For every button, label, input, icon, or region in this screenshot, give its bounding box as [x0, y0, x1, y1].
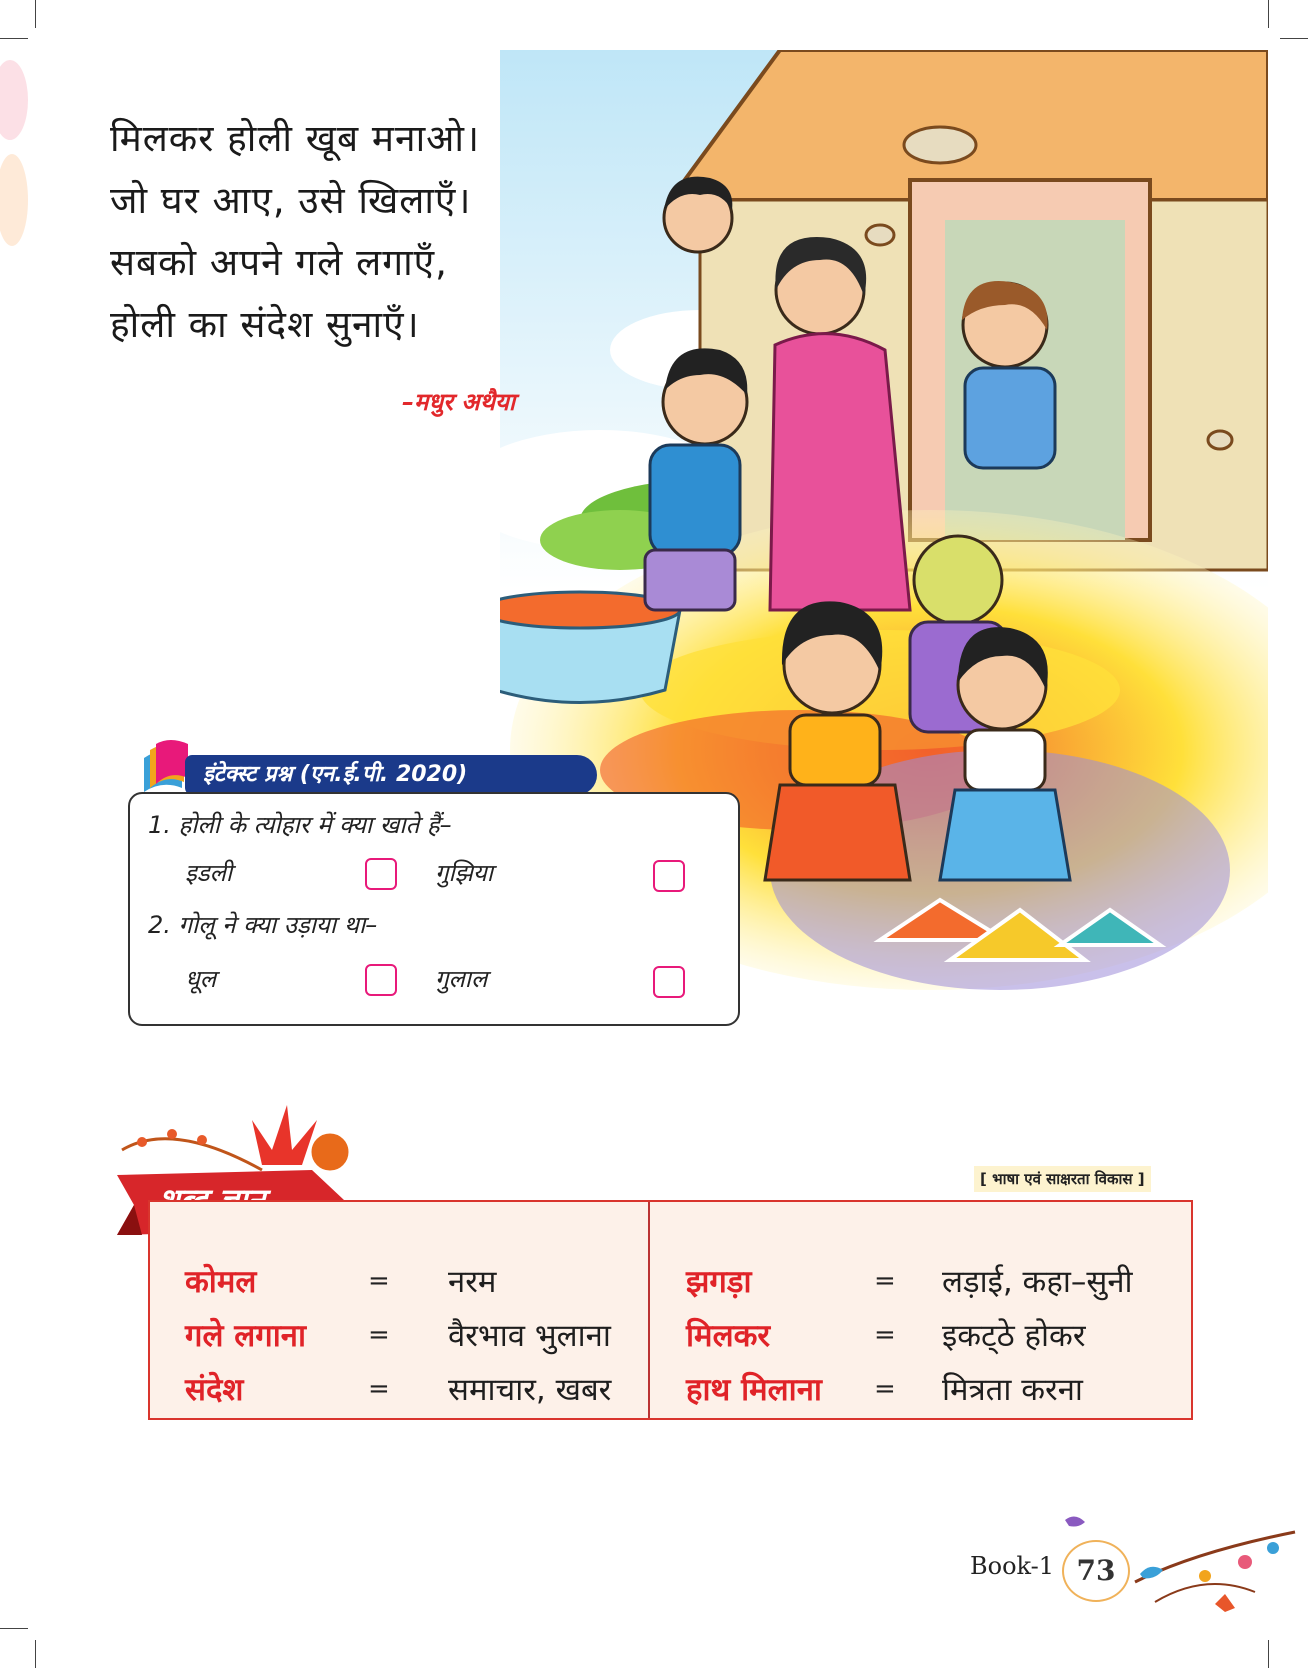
vocab-eq: = — [874, 1320, 896, 1350]
vocab-meaning: मित्रता करना — [942, 1372, 1083, 1408]
vocab-divider — [648, 1202, 650, 1418]
vocab-eq: = — [874, 1266, 896, 1296]
left-edge-decoration — [0, 40, 40, 270]
book-label: Book-1 — [970, 1552, 1055, 1580]
crop-mark — [0, 38, 28, 39]
option-label: इडली — [185, 859, 233, 887]
vocab-table — [148, 1200, 1193, 1420]
vocab-meaning: इकट्‌ठे होकर — [942, 1318, 1086, 1354]
skill-tag: [ भाषा एवं साक्षरता विकास ] — [974, 1166, 1151, 1192]
crop-mark — [35, 1640, 36, 1668]
crop-mark — [1268, 0, 1269, 28]
option-checkbox[interactable] — [653, 966, 685, 998]
vocab-meaning: नरम — [448, 1264, 497, 1300]
poem-line: होली का संदेश सुनाएँ। — [110, 303, 420, 346]
vocab-word: हाथ मिलाना — [686, 1372, 822, 1408]
option-label: गुलाल — [435, 965, 488, 993]
vocab-meaning: समाचार, खबर — [448, 1372, 612, 1408]
option-checkbox[interactable] — [365, 858, 397, 890]
vocab-eq: = — [368, 1320, 390, 1350]
vocab-eq: = — [368, 1266, 390, 1296]
vocab-meaning: वैरभाव भुलाना — [448, 1318, 611, 1354]
book-stack-icon — [136, 740, 190, 798]
vocab-word: मिलकर — [686, 1318, 771, 1354]
crop-mark — [0, 1628, 28, 1629]
intext-title: इंटेक्स्ट प्रश्न (एन.ई.पी. 2020) — [185, 755, 597, 795]
vocab-meaning: लड़ाई, कहा–सुनी — [942, 1264, 1133, 1300]
poem-line: जो घर आए, उसे खिलाएँ। — [110, 179, 472, 222]
option-checkbox[interactable] — [653, 860, 685, 892]
page-number: 73 — [1062, 1540, 1130, 1602]
crop-mark — [1268, 1640, 1269, 1668]
poem-line: सबको अपने गले लगाएँ, — [110, 241, 448, 284]
intext-question-box — [128, 792, 740, 1026]
vocab-eq: = — [874, 1374, 896, 1404]
vocab-word: संदेश — [185, 1372, 244, 1408]
question-2: 2. गोलू ने क्या उड़ाया था– — [148, 911, 378, 939]
poem-line: मिलकर होली खूब मनाओ। — [110, 117, 481, 160]
option-label: गुझिया — [435, 859, 494, 887]
vocab-eq: = — [368, 1374, 390, 1404]
option-label: धूल — [185, 965, 217, 993]
crop-mark — [35, 0, 36, 28]
poem-author: –मधुर अथैया — [402, 388, 516, 416]
vocab-word: गले लगाना — [185, 1318, 306, 1354]
option-checkbox[interactable] — [365, 964, 397, 996]
crop-mark — [1280, 38, 1308, 39]
question-1: 1. होली के त्योहार में क्या खाते हैं– — [148, 811, 452, 839]
poem — [110, 108, 480, 356]
vocab-word: कोमल — [185, 1264, 257, 1300]
vocab-word: झगड़ा — [686, 1264, 752, 1300]
